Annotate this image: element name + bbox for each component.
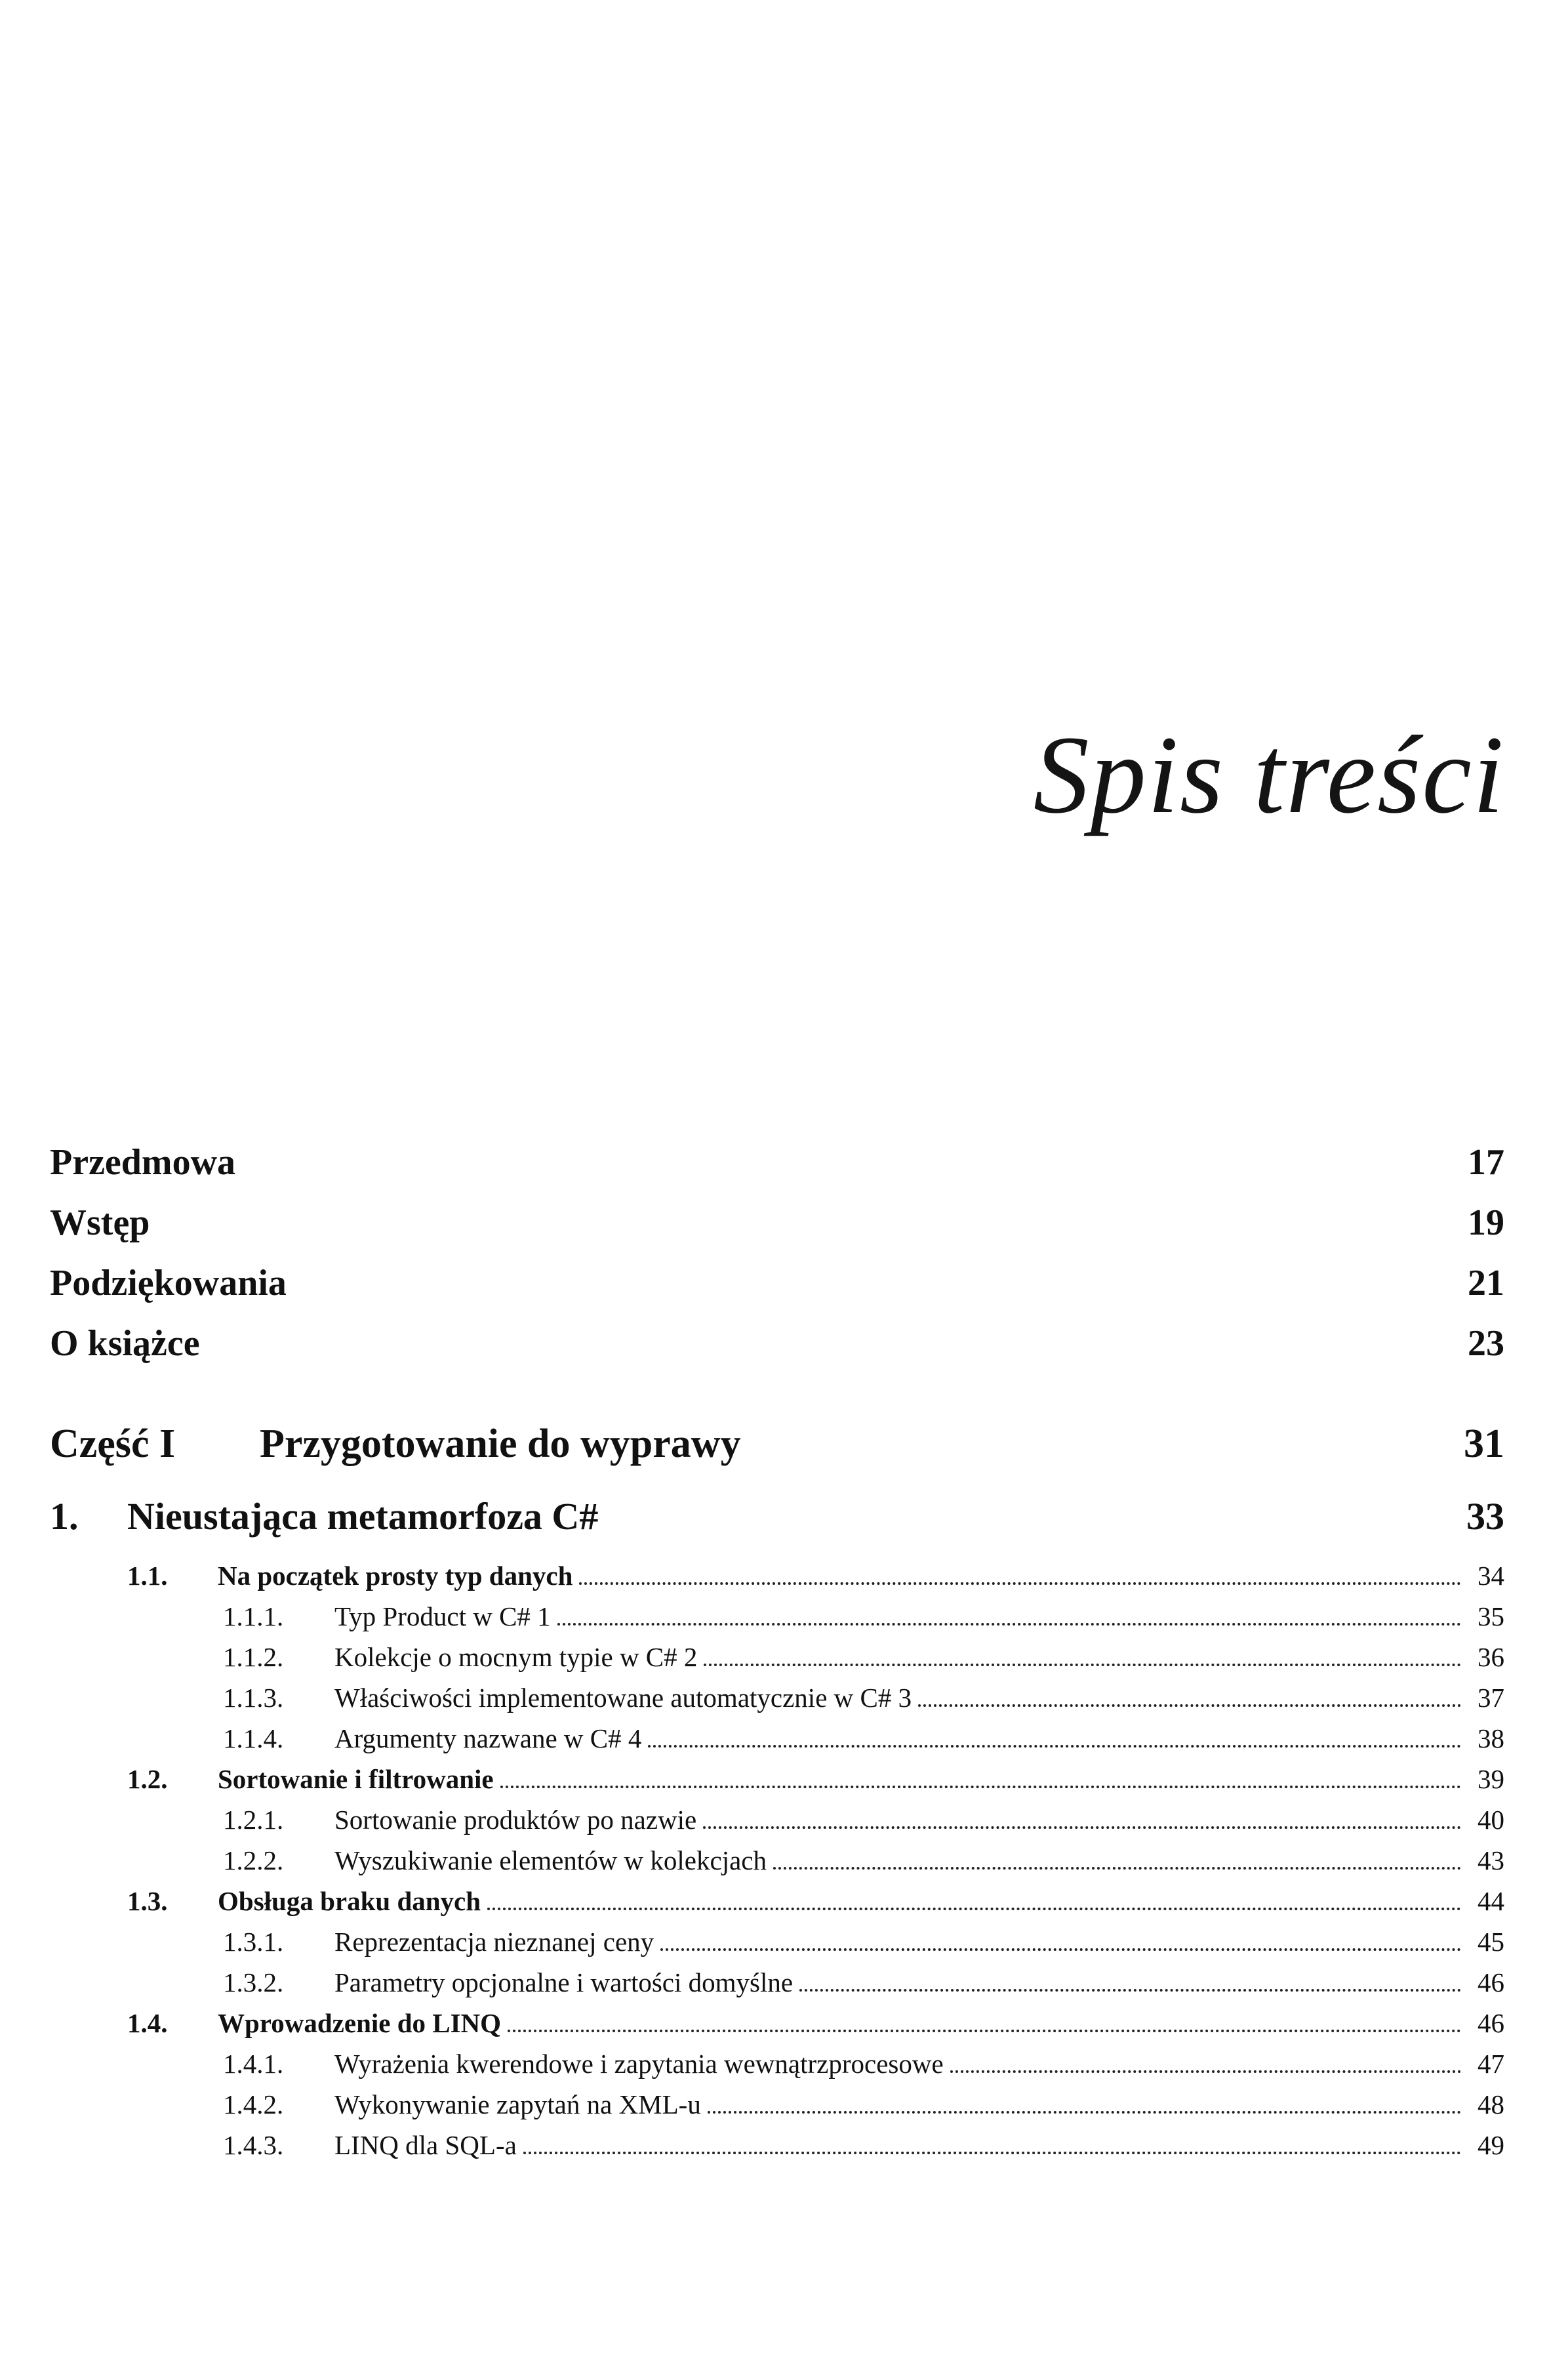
toc-subsection [50,1723,1504,1754]
subsection-title: Typ Product w C# 1 [334,1601,551,1631]
toc-section [50,1763,1504,1795]
toc-subsection [50,1967,1504,1998]
dot-leader [660,1948,1461,1951]
section-page: 34 [1478,1561,1504,1591]
toc-subsection [50,2089,1504,2120]
section-title: Sortowanie i filtrowanie [218,1764,494,1794]
toc-subsection [50,1601,1504,1632]
toc-subsection [50,2129,1504,2161]
section-page: 46 [1478,2008,1504,2038]
section-page: 44 [1478,1886,1504,1916]
subsection-number: 1.1.1. [223,1601,284,1631]
subsection-page: 38 [1478,1723,1504,1753]
subsection-number: 1.1.2. [223,1642,284,1672]
subsection-page: 48 [1478,2089,1504,2119]
subsection-page: 49 [1478,2130,1504,2160]
subsection-title: Wykonywanie zapytań na XML-u [334,2089,701,2119]
toc-entry-title: O książce [50,1323,200,1364]
section-page: 39 [1478,1764,1504,1794]
dot-leader [508,2030,1461,2032]
subsection-title: Argumenty nazwane w C# 4 [334,1723,642,1753]
section-number: 1.2. [127,1764,168,1794]
subsection-title: LINQ dla SQL-a [334,2130,517,2160]
chapter-title: Nieustająca metamorfoza C# [127,1495,599,1538]
toc-entry-podziekowania [50,1262,1504,1304]
dot-leader [918,1704,1461,1707]
subsection-number: 1.2.2. [223,1845,284,1875]
toc-section [50,2007,1504,2039]
subsection-title: Parametry opcjonalne i wartości domyślne [334,1967,794,1997]
toc-subsection [50,1926,1504,1957]
subsection-number: 1.4.2. [223,2089,284,2119]
subsection-number: 1.1.3. [223,1683,284,1713]
chapter-number: 1. [50,1495,79,1538]
dot-leader [799,1989,1461,1992]
subsection-page: 40 [1478,1805,1504,1835]
toc-section [50,1560,1504,1591]
subsection-title: Sortowanie produktów po nazwie [334,1805,697,1835]
subsection-number: 1.3.1. [223,1927,284,1957]
toc-subsection [50,1682,1504,1713]
toc-chapter-heading [50,1494,1504,1538]
subsection-title: Wyrażenia kwerendowe i zapytania wewnątrzprocesowe [334,2049,944,2079]
subsection-page: 36 [1478,1642,1504,1672]
subsection-page: 37 [1478,1683,1504,1713]
toc-entry-title: Wstęp [50,1202,150,1243]
dot-leader [773,1867,1461,1870]
toc-subsection [50,1804,1504,1835]
toc-subsection [50,1641,1504,1673]
toc-entry-przedmowa [50,1141,1504,1183]
toc-subsection [50,1845,1504,1876]
toc-entry-wstep [50,1202,1504,1244]
section-title: Obsługa braku danych [218,1886,481,1916]
dot-leader [648,1745,1461,1748]
dot-leader [487,1908,1461,1910]
page-title: Spis treści [1033,712,1505,836]
subsection-title: Reprezentacja nieznanej ceny [334,1927,654,1957]
subsection-page: 43 [1478,1845,1504,1875]
toc-entry-page: 21 [1468,1263,1504,1303]
part-title: Przygotowanie do wyprawy [260,1422,741,1466]
subsection-number: 1.3.2. [223,1967,284,1997]
subsection-number: 1.2.1. [223,1805,284,1835]
dot-leader [704,1664,1461,1666]
part-page: 31 [1464,1422,1504,1466]
dot-leader [557,1623,1461,1626]
section-number: 1.3. [127,1886,168,1916]
section-title: Na początek prosty typ danych [218,1561,573,1591]
dot-leader [579,1582,1461,1585]
toc-entry-page: 19 [1468,1202,1504,1243]
toc-entry-title: Podziękowania [50,1263,287,1303]
part-label: Część I [50,1422,176,1466]
subsection-page: 45 [1478,1927,1504,1957]
subsection-title: Właściwości implementowane automatycznie w C# 3 [334,1683,912,1713]
subsection-page: 47 [1478,2049,1504,2079]
subsection-number: 1.1.4. [223,1723,284,1753]
toc-part-heading [50,1421,1504,1467]
toc-entry-page: 23 [1468,1323,1504,1364]
toc-entry-page: 17 [1468,1142,1504,1183]
dot-leader [950,2070,1461,2073]
toc-entry-title: Przedmowa [50,1142,236,1183]
toc-section [50,1885,1504,1917]
dot-leader [500,1786,1461,1788]
subsection-number: 1.4.3. [223,2130,284,2160]
subsection-number: 1.4.1. [223,2049,284,2079]
section-number: 1.4. [127,2008,168,2038]
dot-leader [708,2111,1461,2114]
section-title: Wprowadzenie do LINQ [218,2008,502,2038]
subsection-title: Kolekcje o mocnym typie w C# 2 [334,1642,698,1672]
toc-subsection [50,2048,1504,2079]
toc-entry-o-ksiazce [50,1322,1504,1364]
subsection-page: 35 [1478,1601,1504,1631]
subsection-title: Wyszukiwanie elementów w kolekcjach [334,1845,767,1875]
section-number: 1.1. [127,1561,168,1591]
subsection-page: 46 [1478,1967,1504,1997]
dot-leader [523,2152,1461,2154]
dot-leader [703,1826,1461,1829]
chapter-page: 33 [1466,1495,1504,1538]
